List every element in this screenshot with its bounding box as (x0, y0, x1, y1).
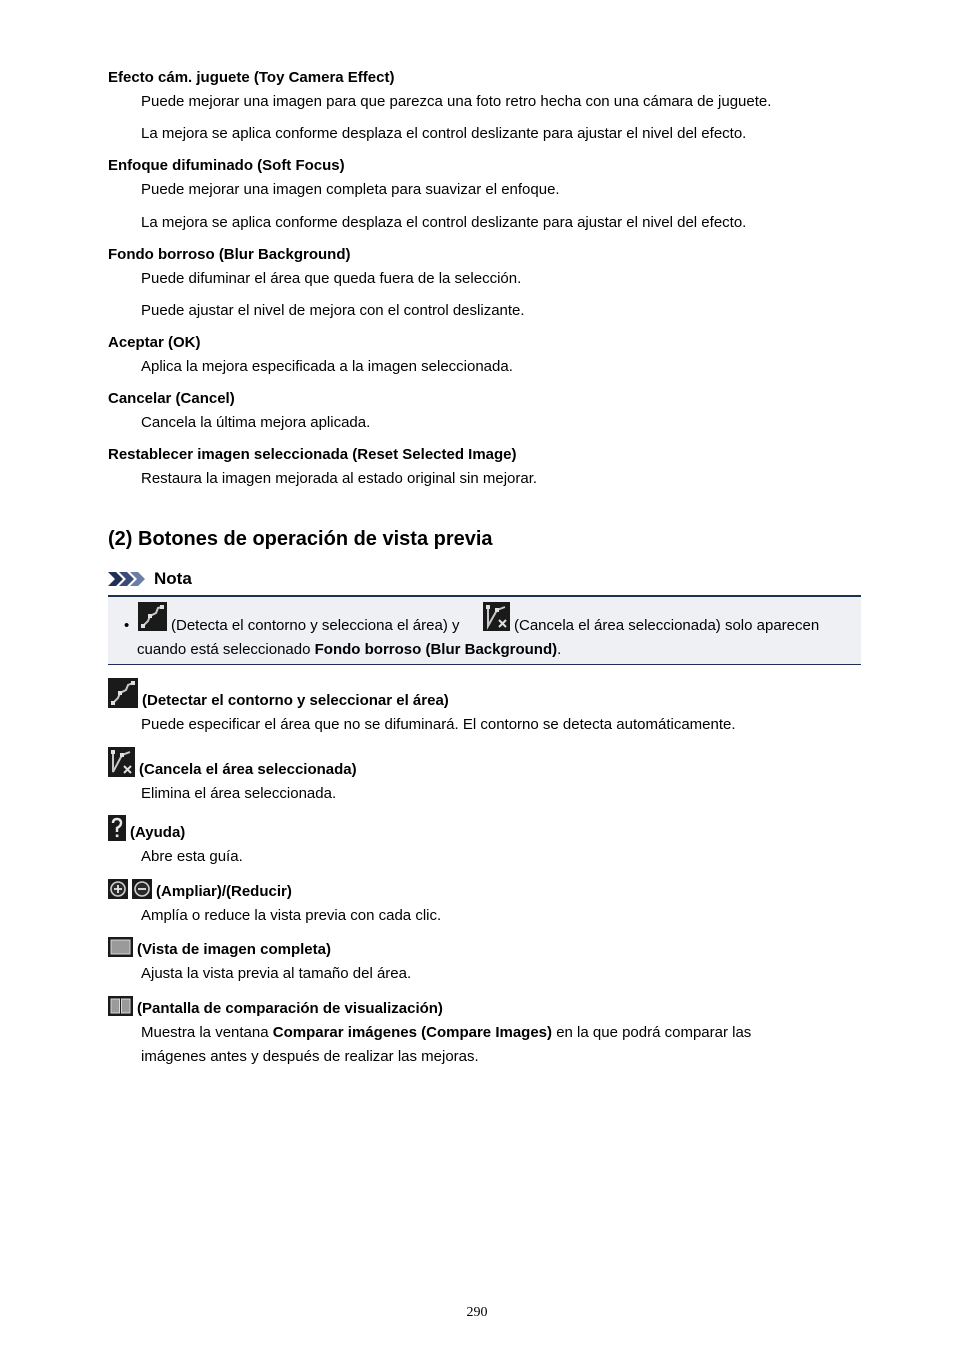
note-chevrons-icon (108, 571, 148, 587)
desc-ok: Aplica la mejora especificada a la imagen seleccionada. (141, 358, 513, 375)
compare-screen-icon (108, 996, 133, 1020)
desc-soft-focus-1: Puede mejorar una imagen completa para suavizar el enfoque. (141, 181, 560, 198)
note-label: Nota (154, 569, 192, 588)
term-help: (Ayuda) (130, 824, 186, 841)
desc-compare-b: en la que podrá comparar las (556, 1024, 752, 1041)
zoom-in-out-icon (108, 879, 153, 903)
desc-help: Abre esta guía. (141, 848, 243, 865)
help-icon (108, 815, 126, 845)
desc-cancel-area: Elimina el área seleccionada. (141, 785, 337, 802)
full-image-view-icon (108, 937, 133, 961)
desc-soft-focus-2: La mejora se aplica conforme desplaza el control deslizante para ajustar el nivel del efecto. (141, 214, 747, 231)
term-detect-contour: (Detectar el contorno y seleccionar el área) (142, 692, 449, 709)
desc-toy-camera-2: La mejora se aplica conforme desplaza el control deslizante para ajustar el nivel del efecto. (141, 125, 747, 142)
desc-reset-image: Restaura la imagen mejorada al estado original sin mejorar. (141, 470, 538, 487)
desc-blur-background-2: Puede ajustar el nivel de mejora con el control deslizante. (141, 302, 525, 319)
term-toy-camera: Efecto cám. juguete (Toy Camera Effect) (108, 69, 395, 86)
desc-cancel: Cancela la última mejora aplicada. (141, 414, 371, 431)
note-text-c: cuando está seleccionado (137, 641, 311, 658)
term-cancel: Cancelar (Cancel) (108, 390, 235, 407)
page-number: 290 (466, 1305, 488, 1320)
note-text-b: (Cancela el área seleccionada) solo aparecen (514, 617, 820, 634)
note-second-line (137, 641, 561, 659)
cancel-area-icon (108, 747, 135, 781)
term-blur-background: Fondo borroso (Blur Background) (108, 246, 351, 263)
note-header (108, 569, 192, 589)
cancel-area-icon (483, 602, 510, 635)
contour-select-icon (108, 678, 138, 712)
desc-zoom: Amplía o reduce la vista previa con cada clic. (141, 907, 442, 924)
desc-detect-contour: Puede especificar el área que no se difuminará. El contorno se detecta automáticamente. (141, 716, 736, 733)
term-full-view: (Vista de imagen completa) (137, 941, 331, 958)
note-text-a: (Detecta el contorno y selecciona el área) y (171, 617, 460, 634)
desc-compare-line1 (141, 1024, 751, 1042)
term-ok: Aceptar (OK) (108, 334, 201, 351)
desc-blur-background-1: Puede difuminar el área que queda fuera de la selección. (141, 270, 522, 287)
desc-toy-camera-1: Puede mejorar una imagen para que parezca una foto retro hecha con una cámara de juguete. (141, 93, 772, 110)
desc-compare-bold: Comparar imágenes (Compare Images) (272, 1024, 553, 1041)
desc-compare-a: Muestra la ventana (141, 1024, 269, 1041)
section-heading: (2) Botones de operación de vista previa (108, 528, 493, 550)
note-text-bold: Fondo borroso (Blur Background) (314, 641, 558, 658)
term-zoom: (Ampliar)/(Reducir) (156, 883, 292, 900)
term-reset-image: Restablecer imagen seleccionada (Reset Selected Image) (108, 446, 517, 463)
term-soft-focus: Enfoque difuminado (Soft Focus) (108, 157, 345, 174)
desc-full-view: Ajusta la vista previa al tamaño del área. (141, 965, 412, 982)
term-compare: (Pantalla de comparación de visualización) (137, 1000, 443, 1017)
note-box (108, 595, 861, 665)
contour-select-icon (138, 602, 167, 635)
note-text-end: . (557, 641, 562, 658)
desc-compare-line2: imágenes antes y después de realizar las mejoras. (141, 1048, 479, 1065)
note-bullet: • (124, 617, 130, 634)
term-cancel-area: (Cancela el área seleccionada) (139, 761, 357, 778)
